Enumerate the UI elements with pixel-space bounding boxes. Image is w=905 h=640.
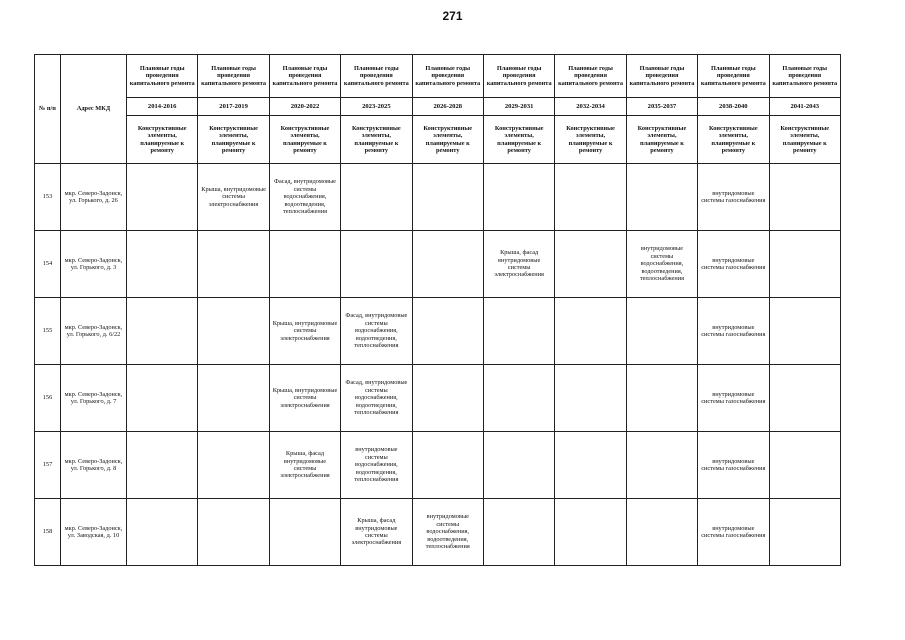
repair-elements-cell xyxy=(127,365,198,432)
table-row xyxy=(35,499,841,566)
repair-elements-cell xyxy=(127,499,198,566)
repair-elements-cell xyxy=(626,432,697,499)
repair-elements-cell xyxy=(269,499,340,566)
repair-elements-cell xyxy=(555,231,626,298)
repair-elements-cell xyxy=(483,164,554,231)
repair-elements-cell xyxy=(555,499,626,566)
elements-header-0: Конструктивные элементы, планируемые к ремонту xyxy=(127,116,198,164)
repair-elements-cell xyxy=(769,365,840,432)
table-header xyxy=(35,55,841,164)
repair-elements-cell xyxy=(412,432,483,499)
elements-header-5: Конструктивные элементы, планируемые к ремонту xyxy=(483,116,554,164)
repair-elements-cell xyxy=(626,298,697,365)
repair-elements-cell xyxy=(483,298,554,365)
table-row xyxy=(35,298,841,365)
repair-elements-cell xyxy=(769,499,840,566)
elements-header-3: Конструктивные элементы, планируемые к ремонту xyxy=(341,116,412,164)
repair-elements-cell: Крыша, фасад внутридомовые системы электроснабжения xyxy=(341,499,412,566)
repair-elements-cell: Крыша, внутридомовые системы электроснабжения xyxy=(269,365,340,432)
num-column-header: № п/п xyxy=(35,55,61,164)
table-row xyxy=(35,432,841,499)
row-number: 157 xyxy=(35,432,61,499)
row-address: мкр. Северо-Задонск, ул. Горького, д. 7 xyxy=(61,365,127,432)
year-range-header-1: 2017-2019 xyxy=(198,98,269,116)
capital-repair-plan-table xyxy=(34,54,841,566)
repair-elements-cell xyxy=(483,499,554,566)
repair-elements-cell: внутридомовые системы водоснабжения, водоотведения, теплоснабжения xyxy=(412,499,483,566)
year-range-header-4: 2026-2028 xyxy=(412,98,483,116)
elements-header-7: Конструктивные элементы, планируемые к ремонту xyxy=(626,116,697,164)
period-header-5: Плановые годы проведения капитального ремонта xyxy=(483,55,554,98)
elements-header-9: Конструктивные элементы, планируемые к ремонту xyxy=(769,116,840,164)
repair-elements-cell xyxy=(769,231,840,298)
repair-elements-cell xyxy=(626,499,697,566)
row-number: 155 xyxy=(35,298,61,365)
repair-elements-cell xyxy=(127,164,198,231)
repair-elements-cell xyxy=(198,499,269,566)
repair-elements-cell xyxy=(127,432,198,499)
repair-elements-cell: внутридомовые системы водоснабжения, водоотведения, теплоснабжения xyxy=(341,432,412,499)
row-address: мкр. Северо-Задонск, ул. Заводская, д. 10 xyxy=(61,499,127,566)
table-row xyxy=(35,231,841,298)
elements-header-2: Конструктивные элементы, планируемые к ремонту xyxy=(269,116,340,164)
repair-elements-cell: внутридомовые системы газоснабжения xyxy=(698,365,769,432)
repair-elements-cell xyxy=(769,164,840,231)
repair-elements-cell xyxy=(127,298,198,365)
table-row xyxy=(35,164,841,231)
repair-elements-cell: Крыша, внутридомовые системы электроснабжения xyxy=(198,164,269,231)
repair-elements-cell xyxy=(555,432,626,499)
elements-header-4: Конструктивные элементы, планируемые к ремонту xyxy=(412,116,483,164)
repair-elements-cell xyxy=(555,164,626,231)
row-address: мкр. Северо-Задонск, ул. Горького, д. 6/22 xyxy=(61,298,127,365)
repair-elements-cell: Крыша, фасад внутридомовые системы электроснабжения xyxy=(483,231,554,298)
row-number: 156 xyxy=(35,365,61,432)
elements-header-8: Конструктивные элементы, планируемые к ремонту xyxy=(698,116,769,164)
repair-elements-cell xyxy=(341,231,412,298)
year-range-header-9: 2041-2043 xyxy=(769,98,840,116)
repair-elements-cell xyxy=(412,298,483,365)
repair-elements-cell xyxy=(198,231,269,298)
elements-header-1: Конструктивные элементы, планируемые к ремонту xyxy=(198,116,269,164)
period-header-4: Плановые годы проведения капитального ремонта xyxy=(412,55,483,98)
year-range-header-6: 2032-2034 xyxy=(555,98,626,116)
year-range-header-5: 2029-2031 xyxy=(483,98,554,116)
page-number: 271 xyxy=(442,9,463,23)
period-header-3: Плановые годы проведения капитального ремонта xyxy=(341,55,412,98)
repair-elements-cell xyxy=(412,164,483,231)
repair-elements-cell: внутридомовые системы газоснабжения xyxy=(698,298,769,365)
row-number: 154 xyxy=(35,231,61,298)
period-header-8: Плановые годы проведения капитального ремонта xyxy=(698,55,769,98)
elements-header-6: Конструктивные элементы, планируемые к ремонту xyxy=(555,116,626,164)
repair-elements-cell xyxy=(769,432,840,499)
repair-elements-cell: Фасад, внутридомовые системы водоснабжения, водоотведения, теплоснабжения xyxy=(341,298,412,365)
repair-elements-cell xyxy=(198,298,269,365)
repair-elements-cell: Фасад, внутридомовые системы водоснабжения, водоотведения, теплоснабжения xyxy=(341,365,412,432)
repair-elements-cell xyxy=(483,365,554,432)
repair-elements-cell xyxy=(626,164,697,231)
row-address: мкр. Северо-Задонск, ул. Горького, д. 3 xyxy=(61,231,127,298)
repair-elements-cell xyxy=(769,298,840,365)
table-body xyxy=(35,164,841,566)
repair-elements-cell xyxy=(483,432,554,499)
period-header-2: Плановые годы проведения капитального ремонта xyxy=(269,55,340,98)
repair-elements-cell: Крыша, фасад внутридомовые системы электроснабжения xyxy=(269,432,340,499)
repair-elements-cell xyxy=(555,365,626,432)
row-number: 153 xyxy=(35,164,61,231)
period-header-1: Плановые годы проведения капитального ремонта xyxy=(198,55,269,98)
row-address: мкр. Северо-Задонск, ул. Горького, д. 8 xyxy=(61,432,127,499)
repair-elements-cell: внутридомовые системы водоснабжения, водоотведения, теплоснабжения xyxy=(626,231,697,298)
repair-elements-cell: внутридомовые системы газоснабжения xyxy=(698,432,769,499)
address-column-header: Адрес МКД xyxy=(61,55,127,164)
row-address: мкр. Северо-Задонск, ул. Горького, д. 26 xyxy=(61,164,127,231)
repair-elements-cell xyxy=(412,365,483,432)
repair-elements-cell xyxy=(198,432,269,499)
repair-elements-cell xyxy=(198,365,269,432)
table-row xyxy=(35,365,841,432)
period-header-6: Плановые годы проведения капитального ремонта xyxy=(555,55,626,98)
year-range-header-8: 2038-2040 xyxy=(698,98,769,116)
row-number: 158 xyxy=(35,499,61,566)
repair-elements-cell xyxy=(341,164,412,231)
year-range-header-0: 2014-2016 xyxy=(127,98,198,116)
repair-elements-cell xyxy=(127,231,198,298)
repair-elements-cell: внутридомовые системы газоснабжения xyxy=(698,164,769,231)
repair-elements-cell xyxy=(626,365,697,432)
year-range-header-7: 2035-2037 xyxy=(626,98,697,116)
year-range-header-3: 2023-2025 xyxy=(341,98,412,116)
repair-elements-cell xyxy=(555,298,626,365)
repair-elements-cell: Фасад, внутридомовые системы водоснабжения, водоотведения, теплоснабжения xyxy=(269,164,340,231)
repair-elements-cell: внутридомовые системы газоснабжения xyxy=(698,499,769,566)
repair-elements-cell xyxy=(269,231,340,298)
period-header-0: Плановые годы проведения капитального ремонта xyxy=(127,55,198,98)
year-range-header-2: 2020-2022 xyxy=(269,98,340,116)
repair-elements-cell: внутридомовые системы газоснабжения xyxy=(698,231,769,298)
period-header-7: Плановые годы проведения капитального ремонта xyxy=(626,55,697,98)
period-header-9: Плановые годы проведения капитального ремонта xyxy=(769,55,840,98)
repair-elements-cell: Крыша, внутридомовые системы электроснабжения xyxy=(269,298,340,365)
repair-elements-cell xyxy=(412,231,483,298)
